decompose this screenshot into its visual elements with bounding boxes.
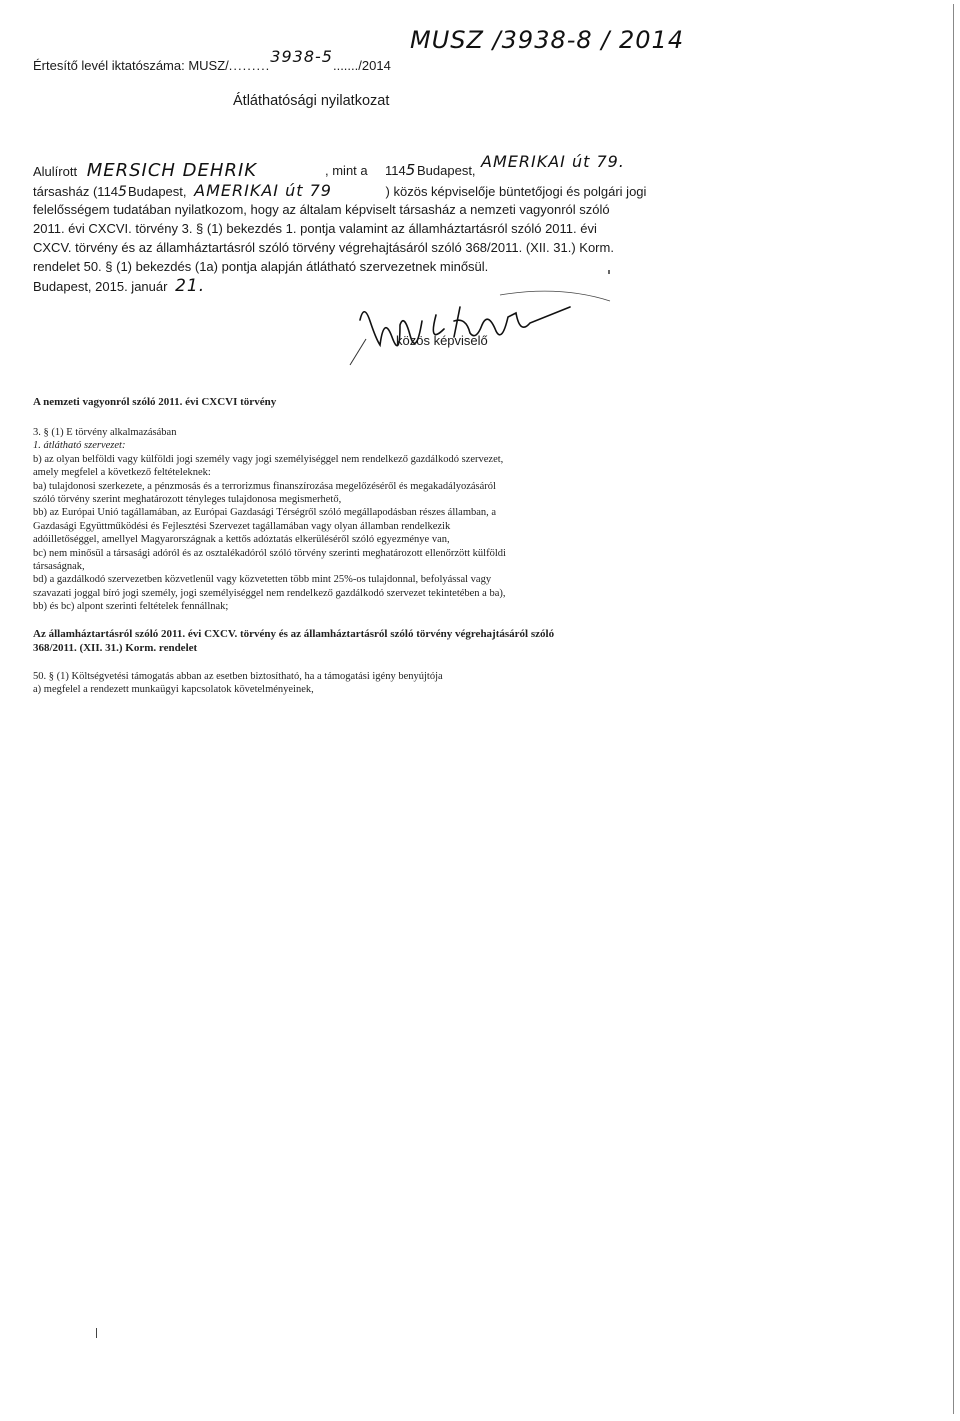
page-title: Átláthatósági nyilatkozat [233, 93, 390, 109]
declaration-line-3: felelősségem tudatában nyilatkozom, hogy az általam képviselt társasház a nemzeti vagyonról szóló [33, 202, 610, 217]
mint-a-label: , mint a [325, 163, 368, 178]
annex1-line: bb) az Európai Unió tagállamában, az Európai Gazdasági Térségről szóló megállapodásban részes államban, a [33, 507, 497, 519]
annex1-line: amely megfelel a következő feltételeknek: [33, 467, 211, 479]
annex1-line: szavazati joggal bíró jogi személy, jogi személyiséggel nem rendelkező gazdálkodó szervezet tekintetében a ba), [33, 587, 506, 599]
annex1-line: társaságnak, [33, 561, 85, 573]
filing-year: /2014 [358, 58, 391, 73]
signature-caption: közös képviselő [396, 333, 488, 348]
handwritten-reference: MUSZ /3938-8 / 2014 [410, 26, 685, 54]
annex2-body [33, 670, 443, 697]
annex2-title: Az államháztartásról szóló 2011. évi CXCV. törvény és az államháztartásról szóló törvény végrehajtásáról szóló 368/2011. (XII. 31.) Korm. rendelet [33, 628, 555, 654]
annex1-line: bb) és bc) alpont szerinti feltételek fennállnak; [33, 601, 229, 613]
annex1-line: adóilletőséggel, amellyel Magyarországnak a kettős adóztatás elkerüléséről szóló egyezménye van, [33, 534, 450, 546]
declaration-line-5: CXCV. törvény és az államháztartásról szóló törvény végrehajtásáról szóló 368/2011. (XII. 31.) Korm. [33, 240, 614, 255]
budapest-label: Budapest, [417, 163, 476, 178]
annex1-line: ba) tulajdonosi szerkezete, a pénzmosás és a terrorizmus finanszírozása megelőzéséről és megakadályozásáról [33, 480, 496, 492]
annex1-line: bc) nem minősül a társasági adóról és az osztalékadóról szóló törvény szerinti meghatározott ellenőrzött külföldi [33, 547, 506, 559]
annex1-line: b) az olyan belföldi vagy külföldi jogi személy vagy jogi személyiséggel nem rendelkező gazdálkodó szervezet, [33, 453, 504, 465]
zip-line1: 1145 [385, 161, 417, 179]
annex1-line: bd) a gazdálkodó szervezetben közvetlenül vagy közvetetten több mint 25%-os tulajdonnal, befolyással vagy [33, 574, 492, 586]
scan-speck [608, 270, 610, 274]
annex1-line: 1. átlátható szervezet: [33, 440, 126, 452]
scan-speck [96, 1328, 97, 1338]
annex1-body [33, 426, 506, 614]
declaration-line-2: társasház (1145Budapest, AMERIKAI út 79 ) közös képviselője büntetőjogi és polgári jogi [33, 181, 647, 200]
signature-scribble [340, 285, 640, 385]
scan-edge-line [953, 4, 954, 1414]
declaration-line-1 [33, 152, 625, 181]
signing-date [33, 278, 205, 295]
annex1-line: 3. § (1) E törvény alkalmazásában [33, 427, 177, 438]
address-handwritten: AMERIKAI út 79. [481, 152, 625, 171]
signature-text [340, 285, 347, 286]
alulirott-label: Alulírott [33, 164, 78, 179]
annex2-line: 50. § (1) Költségvetési támogatás abban az esetben biztosítható, ha a támogatási igény benyújtója [33, 671, 443, 682]
date-prefix: Budapest, 2015. január [33, 279, 168, 294]
filing-handwritten: 3938-5 [270, 47, 333, 66]
filing-number-line: Értesítő levél iktatószáma: MUSZ/.........3938-5......./2014 [33, 47, 391, 73]
signature-block [340, 285, 640, 385]
address-handwritten-2: AMERIKAI út 79 [194, 181, 332, 200]
date-day-handwritten: 21. [175, 276, 206, 296]
annex1-line: Gazdasági Együttműködési és Fejlesztési Szervezet tagállamában vagy olyan államban rendelkezik [33, 520, 451, 532]
annex1-line: szóló törvény szerint meghatározott tényleges tulajdonosa megismerhető, [33, 494, 342, 506]
name-handwritten: MERSICH DEHRIK [86, 160, 258, 181]
declaration-line-6: rendelet 50. § (1) bekezdés (1a) pontja alapján átlátható szervezetnek minősül. [33, 259, 489, 274]
annex2-line: a) megfelel a rendezett munkaügyi kapcsolatok követelményeinek, [33, 684, 314, 696]
annex1-title: A nemzeti vagyonról szóló 2011. évi CXCVI törvény [33, 396, 277, 408]
declaration-line-4: 2011. évi CXCVI. törvény 3. § (1) bekezdés 1. pontja valamint az államháztartásról szóló 2011. évi [33, 221, 597, 236]
filing-label: Értesítő levél iktatószáma: MUSZ/ [33, 58, 229, 73]
